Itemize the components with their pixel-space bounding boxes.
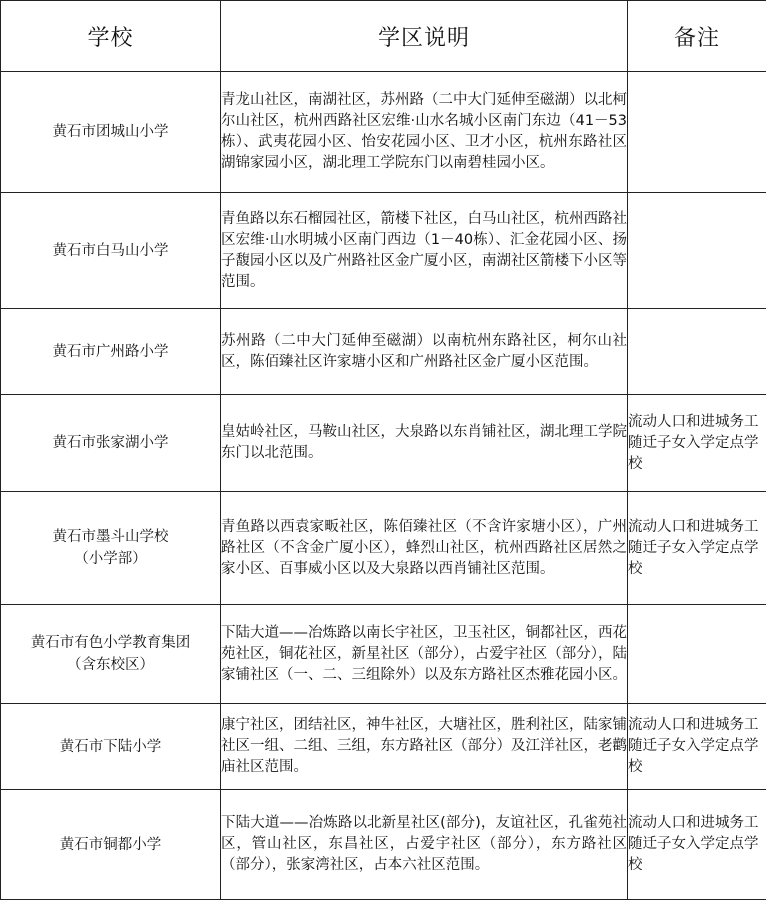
table-row [1, 193, 766, 309]
remark: 流动人口和进城务工随迁子女入学定点学校 [628, 492, 766, 605]
table-row [1, 790, 766, 900]
table-row [1, 492, 766, 605]
district-description: 青鱼路以西袁家畈社区，陈佰臻社区（不含许家塘小区），广州路社区（不含金广厦小区），蜂烈山社区，杭州西路社区居然之家小区、百事威小区以及大泉路以西肖铺社区范围。 [221, 492, 628, 605]
district-description: 下陆大道——冶炼路以北新星社区(部分)，友谊社区，孔雀苑社区，管山社区，东昌社区，占爱宇社区（部分），东方路社区（部分），张家湾社区，占本六社区范围。 [221, 790, 628, 900]
district-description: 下陆大道——冶炼路以南长宇社区，卫玉社区，铜都社区，西花苑社区，铜花社区，新星社区（部分），占爱宇社区（部分），陆家铺社区（一、二、三组除外）以及东方路社区杰雅花园小区。 [221, 605, 628, 704]
remark [628, 309, 766, 395]
table-row [1, 704, 766, 790]
school-name-cell [1, 193, 221, 309]
school-name-suffix: （含东校区） [67, 657, 154, 673]
school-name: 黄石市下陆小学 [59, 738, 162, 755]
remark: 流动人口和进城务工随迁子女入学定点学校 [628, 395, 766, 492]
district-description: 皇姑岭社区，马鞍山社区，大泉路以东肖铺社区，湖北理工学院东门以北范围。 [221, 395, 628, 492]
school-name: 黄石市张家湖小学 [52, 435, 169, 451]
school-name-cell [1, 492, 221, 605]
school-name-cell [1, 395, 221, 492]
school-name-cell [1, 790, 221, 900]
remark: 流动人口和进城务工随迁子女入学定点学校 [628, 704, 766, 790]
table-row [1, 309, 766, 395]
header-school: 学校 [1, 1, 221, 72]
district-description: 康宁社区，团结社区，神牛社区，大塘社区，胜利社区，陆家铺社区一组、二组、三组，东方路社区（部分）及江洋社区，老鹳庙社区范围。 [221, 704, 628, 790]
school-name: 黄石市广州路小学 [52, 343, 169, 360]
district-description: 青鱼路以东石榴园社区，箭楼下社区，白马山社区，杭州西路社区宏维·山水明城小区南门西边（1－40栋）、汇金花园小区、扬子馥园小区以及广州路社区金广厦小区，南湖社区箭楼下小区等范围。 [221, 193, 628, 309]
school-name-cell [1, 704, 221, 790]
remark [628, 605, 766, 704]
school-name-suffix: （小学部） [74, 551, 147, 567]
school-name: 黄石市铜都小学 [59, 836, 162, 853]
table-row [1, 395, 766, 492]
table-row [1, 605, 766, 704]
header-district-description: 学区说明 [221, 1, 628, 72]
remark [628, 193, 766, 309]
school-name: 黄石市有色小学教育集团 [30, 635, 191, 651]
school-name: 黄石市白马山小学 [52, 242, 169, 259]
remark: 流动人口和进城务工随迁子女入学定点学校 [628, 790, 766, 900]
remark [628, 72, 766, 193]
school-name: 黄石市团城山小学 [52, 124, 169, 140]
school-name: 黄石市墨斗山学校 [52, 529, 169, 545]
header-remarks: 备注 [628, 1, 766, 72]
district-description: 苏州路（二中大门延伸至磁湖）以南杭州东路社区，柯尔山社区，陈佰臻社区许家塘小区和广州路社区金广厦小区范围。 [221, 309, 628, 395]
school-name-cell [1, 309, 221, 395]
table-row [1, 72, 766, 193]
school-name-cell [1, 72, 221, 193]
header-row [1, 1, 766, 72]
school-name-cell [1, 605, 221, 704]
district-description: 青龙山社区，南湖社区，苏州路（二中大门延伸至磁湖）以北柯尔山社区，杭州西路社区宏维·山水名城小区南门东边（41－53栋）、武夷花园小区、怡安花园小区、卫才小区，杭州东路社区湖锦家园小区，湖北理工学院东门以南碧桂园小区。 [221, 72, 628, 193]
